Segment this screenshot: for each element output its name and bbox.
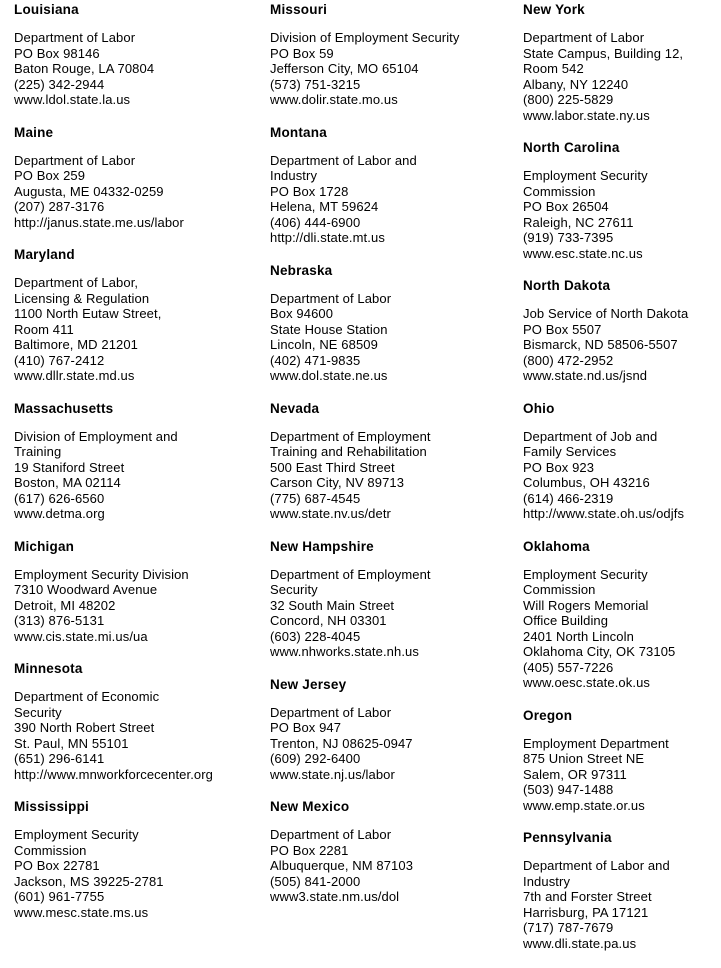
address-line: www.oesc.state.ok.us [523, 675, 650, 690]
address-line: Department of Labor, [14, 275, 139, 290]
address-line: www.state.nj.us/labor [270, 766, 395, 782]
state-heading: Oklahoma [523, 538, 590, 554]
address-line: (313) 876-5131 [14, 613, 105, 628]
state-entry [270, 401, 519, 522]
state-heading: Maryland [14, 247, 75, 262]
address-line: PO Box 1728 [270, 183, 349, 199]
state-address [523, 429, 719, 522]
address-line: 2401 North Lincoln [523, 628, 634, 644]
state-heading: North Dakota [523, 278, 611, 293]
state-entry [14, 401, 266, 522]
address-line: Commission [523, 582, 596, 597]
address-line: PO Box 5507 [523, 321, 602, 337]
address-line: www.dolir.state.mo.us [270, 92, 398, 107]
address-line: Albany, NY 12240 [523, 76, 629, 92]
state-heading: Oregon [523, 707, 573, 723]
address-line: Augusta, ME 04332-0259 [14, 183, 164, 199]
state-heading: Ohio [523, 400, 555, 416]
state-heading: Michigan [14, 538, 75, 554]
address-line: (601) 961-7755 [14, 889, 105, 904]
address-line: Salem, OR 97311 [523, 766, 627, 782]
address-line: (402) 471-9835 [270, 352, 361, 368]
state-entry [14, 799, 266, 920]
address-line: (614) 466-2319 [523, 490, 614, 506]
address-line: Helena, MT 59624 [270, 199, 379, 214]
address-line: Box 94600 [270, 306, 334, 321]
address-line: Columbus, OH 43216 [523, 475, 650, 490]
state-heading: New Hampshire [270, 538, 374, 554]
address-line: PO Box 59 [270, 45, 334, 61]
address-line: http://janus.state.me.us/labor [14, 214, 184, 230]
address-line: www.dol.state.ne.us [270, 368, 388, 383]
address-line: Training [14, 444, 62, 459]
state-address [523, 736, 719, 814]
address-line: (405) 557-7226 [523, 659, 614, 675]
address-line: Boston, MA 02114 [14, 475, 121, 490]
address-line: PO Box 22781 [14, 858, 100, 873]
address-line: Department of Employment [270, 428, 431, 444]
address-line: 7310 Woodward Avenue [14, 582, 158, 597]
address-line: Jackson, MS 39225-2781 [14, 873, 164, 889]
address-line: (505) 841-2000 [270, 873, 361, 889]
address-line: State House Station [270, 321, 388, 337]
address-line: Industry [270, 168, 318, 183]
address-line: (410) 767-2412 [14, 352, 105, 368]
address-line: Commission [523, 183, 596, 199]
address-line: (717) 787-7679 [523, 920, 614, 935]
address-line: Department of Employment [270, 566, 431, 582]
address-line: Department of Economic [14, 689, 160, 704]
address-line: Family Services [523, 444, 617, 459]
address-line: (775) 687-4545 [270, 490, 361, 506]
state-entry [523, 401, 719, 522]
state-heading: Pennsylvania [523, 830, 612, 845]
address-line: Carson City, NV 89713 [270, 475, 405, 490]
address-line: Training and Rehabilitation [270, 444, 427, 459]
state-address [14, 567, 266, 645]
address-line: (919) 733-7395 [523, 230, 614, 245]
address-line: Office Building [523, 613, 609, 628]
address-line: 32 South Main Street [270, 597, 395, 613]
address-line: (406) 444-6900 [270, 214, 361, 230]
state-heading: Nebraska [270, 262, 333, 278]
state-entry [14, 2, 266, 108]
state-address [523, 168, 719, 261]
state-address [523, 567, 719, 691]
address-line: www.state.nv.us/detr [270, 506, 391, 521]
address-line: Harrisburg, PA 17121 [523, 904, 649, 920]
address-line: Room 542 [523, 61, 584, 76]
address-line: Raleigh, NC 27611 [523, 214, 634, 230]
address-line: Commission [14, 842, 87, 858]
address-line: Department of Labor and [270, 152, 417, 168]
state-entry [270, 799, 519, 905]
address-line: Trenton, NJ 08625-0947 [270, 735, 413, 751]
state-heading: Louisiana [14, 2, 79, 17]
state-address [523, 858, 719, 951]
directory-column-middle [270, 2, 519, 922]
state-address [523, 30, 719, 123]
state-address [14, 689, 266, 782]
address-line: (225) 342-2944 [14, 76, 105, 92]
state-heading: Nevada [270, 400, 320, 416]
address-line: State Campus, Building 12, [523, 45, 684, 61]
state-heading: Montana [270, 124, 327, 140]
address-line: Department of Job and [523, 428, 658, 444]
address-line: (603) 228-4045 [270, 628, 361, 644]
state-address [14, 429, 266, 522]
address-line: PO Box 26504 [523, 199, 609, 214]
address-line: Department of Labor and [523, 858, 670, 873]
state-heading: Minnesota [14, 661, 83, 676]
address-line: 875 Union Street NE [523, 751, 645, 766]
address-line: http://www.state.oh.us/odjfs [523, 506, 685, 521]
state-entry [14, 539, 266, 645]
address-line: Lincoln, NE 68509 [270, 337, 378, 352]
state-entry [270, 263, 519, 384]
address-line: Department of Labor [14, 152, 136, 168]
address-line: Department of Labor [270, 704, 392, 720]
state-entry [270, 539, 519, 660]
address-line: (503) 947-1488 [523, 782, 614, 797]
address-line: PO Box 98146 [14, 45, 100, 61]
state-entry [523, 708, 719, 814]
address-line: Security [14, 704, 62, 720]
address-line: 390 North Robert Street [14, 720, 155, 735]
address-line: www.emp.state.or.us [523, 797, 645, 813]
state-address [270, 30, 519, 108]
address-line: (207) 287-3176 [14, 199, 105, 214]
state-heading: North Carolina [523, 140, 620, 155]
state-entry [523, 830, 719, 951]
address-line: Concord, NH 03301 [270, 613, 387, 628]
address-line: St. Paul, MN 55101 [14, 735, 129, 751]
address-line: Security [270, 582, 318, 597]
address-line: www.mesc.state.ms.us [14, 904, 149, 920]
address-line: Licensing & Regulation [14, 290, 150, 306]
address-line: Baton Rouge, LA 70804 [14, 61, 155, 76]
state-heading: New York [523, 2, 585, 17]
address-line: 500 East Third Street [270, 459, 395, 475]
state-heading: Maine [14, 124, 54, 140]
state-heading: Mississippi [14, 799, 89, 814]
state-address [270, 705, 519, 783]
state-entry [14, 125, 266, 231]
address-line: 1100 North Eutaw Street, [14, 306, 162, 321]
state-address [14, 275, 266, 384]
address-line: www.dllr.state.md.us [14, 368, 135, 383]
directory-column-left [14, 2, 266, 937]
address-line: Division of Employment Security [270, 30, 460, 45]
address-line: http://dli.state.mt.us [270, 230, 385, 245]
address-line: www.labor.state.ny.us [523, 107, 650, 123]
address-line: (800) 225-5829 [523, 92, 614, 107]
address-line: Employment Department [523, 735, 669, 751]
address-line: 19 Staniford Street [14, 459, 125, 475]
address-line: Department of Labor [270, 827, 392, 842]
state-address [270, 567, 519, 660]
address-line: www.esc.state.nc.us [523, 245, 643, 261]
state-address [14, 153, 266, 231]
address-line: Employment Security [14, 827, 139, 842]
directory-column-right [523, 2, 719, 968]
address-line: www.ldol.state.la.us [14, 92, 131, 107]
state-entry [270, 2, 519, 108]
address-line: Albuquerque, NM 87103 [270, 858, 414, 873]
address-line: (573) 751-3215 [270, 76, 361, 92]
state-entry [523, 539, 719, 691]
state-heading: New Mexico [270, 799, 350, 814]
address-line: (651) 296-6141 [14, 751, 105, 766]
state-entry [270, 677, 519, 783]
address-line: Industry [523, 873, 571, 889]
state-entry [523, 2, 719, 123]
address-line: Baltimore, MD 21201 [14, 337, 139, 352]
address-line: Division of Employment and [14, 428, 178, 444]
address-line: Department of Labor [270, 290, 392, 306]
address-line: http://www.mnworkforcecenter.org [14, 766, 213, 782]
state-entry [14, 661, 266, 782]
address-line: PO Box 259 [14, 168, 86, 183]
address-line: www3.state.nm.us/dol [270, 889, 400, 904]
address-line: Detroit, MI 48202 [14, 597, 116, 613]
address-line: www.dli.state.pa.us [523, 935, 637, 951]
state-address [14, 827, 266, 920]
state-entry [14, 247, 266, 384]
address-line: (617) 626-6560 [14, 490, 105, 506]
address-line: www.state.nd.us/jsnd [523, 368, 648, 383]
address-line: Oklahoma City, OK 73105 [523, 644, 676, 659]
state-address [270, 827, 519, 905]
address-line: PO Box 923 [523, 459, 595, 475]
address-line: (609) 292-6400 [270, 751, 361, 766]
address-line: (800) 472-2952 [523, 352, 614, 368]
state-entry [270, 125, 519, 246]
state-address [270, 153, 519, 246]
address-line: Job Service of North Dakota [523, 306, 689, 321]
state-address [14, 30, 266, 108]
address-line: www.detma.org [14, 506, 105, 521]
address-line: www.nhworks.state.nh.us [270, 644, 419, 659]
address-line: PO Box 947 [270, 720, 342, 735]
address-line: Department of Labor [523, 30, 645, 45]
address-line: Will Rogers Memorial [523, 597, 649, 613]
state-entry [523, 140, 719, 261]
state-heading: Missouri [270, 2, 328, 17]
address-line: Department of Labor [14, 30, 136, 45]
address-line: Jefferson City, MO 65104 [270, 61, 419, 76]
address-line: Employment Security Division [14, 566, 189, 582]
state-heading: New Jersey [270, 676, 347, 692]
state-address [270, 291, 519, 384]
address-line: www.cis.state.mi.us/ua [14, 628, 148, 644]
address-line: Employment Security [523, 168, 648, 183]
state-address [523, 306, 719, 384]
address-line: PO Box 2281 [270, 842, 349, 858]
address-line: 7th and Forster Street [523, 889, 652, 904]
address-line: Bismarck, ND 58506-5507 [523, 337, 678, 352]
address-line: Room 411 [14, 321, 74, 337]
address-line: Employment Security [523, 566, 648, 582]
state-entry [523, 278, 719, 384]
state-heading: Massachusetts [14, 400, 114, 416]
state-address [270, 429, 519, 522]
